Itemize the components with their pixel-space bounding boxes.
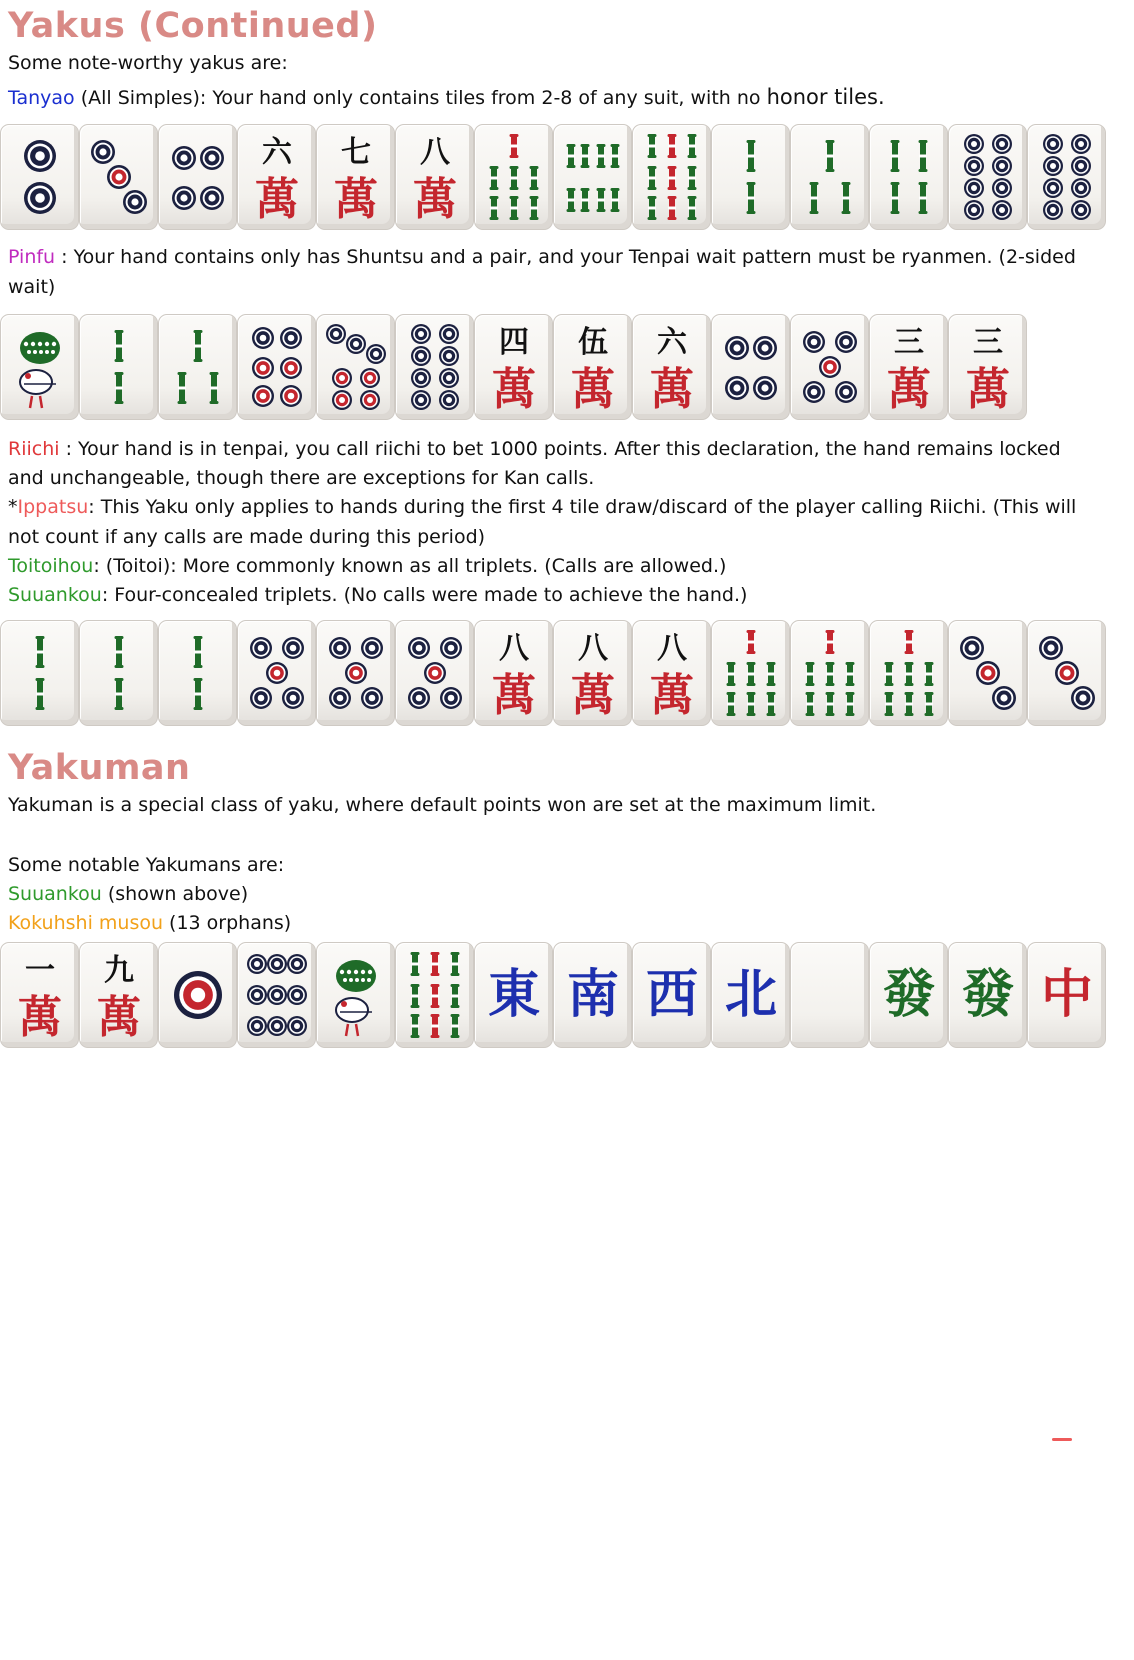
tile-1-man bbox=[0, 942, 79, 1048]
tile-9-sou bbox=[632, 124, 711, 230]
tile-7-sou bbox=[711, 620, 790, 726]
tile-4-pin bbox=[158, 124, 237, 230]
tile-8-sou bbox=[553, 124, 632, 230]
svg-text:萬: 萬 bbox=[491, 670, 536, 721]
tile-5-pin bbox=[237, 620, 316, 726]
tanyao-paragraph bbox=[8, 82, 885, 114]
tile-1-sou bbox=[316, 942, 395, 1048]
svg-text:西: 西 bbox=[645, 964, 698, 1025]
svg-text:萬: 萬 bbox=[333, 174, 378, 225]
svg-text:伍: 伍 bbox=[577, 325, 608, 360]
svg-text:萬: 萬 bbox=[570, 670, 615, 721]
tile-3-pin bbox=[948, 620, 1027, 726]
tile-row-suuankou bbox=[0, 620, 1106, 726]
tile-7-pin bbox=[316, 314, 395, 420]
riichi-desc-line2: and unchangeable, though there are exceptions for Kan calls. bbox=[8, 467, 595, 489]
riichi-name: Riichi bbox=[8, 438, 60, 460]
tile-row-tanyao bbox=[0, 124, 1106, 230]
svg-text:七: 七 bbox=[340, 135, 371, 170]
tile-5-pin bbox=[395, 620, 474, 726]
svg-text:萬: 萬 bbox=[412, 174, 457, 225]
tanyao-honor: honor tiles. bbox=[766, 85, 885, 109]
tile-4-sou bbox=[869, 124, 948, 230]
tile-2-sou bbox=[79, 314, 158, 420]
ippatsu-desc: : This Yaku only applies to hands during the first 4 tile draw/discard of the player calling Riichi. (This will bbox=[88, 496, 1077, 518]
tile-8-man bbox=[553, 620, 632, 726]
tile-2-sou bbox=[711, 124, 790, 230]
yakuman-kokushi bbox=[8, 908, 291, 939]
tile-7-sou bbox=[869, 620, 948, 726]
tile-1-pin bbox=[158, 942, 237, 1048]
kokushi-note: (13 orphans) bbox=[163, 912, 292, 934]
svg-text:北: 北 bbox=[724, 964, 777, 1025]
tile-4-pin bbox=[711, 314, 790, 420]
svg-text:東: 東 bbox=[487, 964, 540, 1025]
tile-3-pin bbox=[1027, 620, 1106, 726]
svg-text:六: 六 bbox=[261, 135, 292, 170]
pinfu-name: Pinfu bbox=[8, 246, 56, 268]
tile-green bbox=[948, 942, 1027, 1048]
pinfu-paragraph bbox=[8, 242, 1076, 273]
tile-white bbox=[790, 942, 869, 1048]
tile-row-pinfu bbox=[0, 314, 1027, 420]
tanyao-desc: (All Simples): Your hand only contains tiles from 2-8 of any suit, with no bbox=[74, 87, 767, 109]
tile-9-man bbox=[79, 942, 158, 1048]
tile-8-man bbox=[395, 124, 474, 230]
ippatsu-paragraph bbox=[8, 492, 1076, 523]
svg-text:萬: 萬 bbox=[491, 364, 536, 415]
tile-3-pin bbox=[79, 124, 158, 230]
tile-3-sou bbox=[790, 124, 869, 230]
toitoihou-desc: : (Toitoi): More commonly known as all triplets. (Calls are allowed.) bbox=[93, 555, 727, 577]
pinfu-desc-line2: wait) bbox=[8, 276, 56, 298]
kokushi-name: Kokuhshi musou bbox=[8, 912, 164, 934]
tile-6-man bbox=[632, 314, 711, 420]
tile-7-sou bbox=[474, 124, 553, 230]
tile-8-pin bbox=[1027, 124, 1106, 230]
tile-3-man bbox=[869, 314, 948, 420]
page-title: Yakus (Continued) bbox=[8, 6, 378, 46]
tile-south bbox=[553, 942, 632, 1048]
tile-8-pin bbox=[395, 314, 474, 420]
tile-9-sou bbox=[395, 942, 474, 1048]
tile-8-man bbox=[632, 620, 711, 726]
tile-6-man bbox=[237, 124, 316, 230]
svg-text:中: 中 bbox=[1040, 964, 1093, 1025]
toitoihou-name: Toitoihou bbox=[8, 555, 94, 577]
yakuman-notable: Some notable Yakumans are: bbox=[8, 854, 285, 876]
tile-1-sou bbox=[0, 314, 79, 420]
tanyao-name: Tanyao bbox=[8, 87, 75, 109]
svg-text:九: 九 bbox=[103, 953, 134, 988]
svg-text:六: 六 bbox=[656, 325, 687, 360]
svg-text:萬: 萬 bbox=[886, 364, 931, 415]
svg-text:發: 發 bbox=[961, 964, 1014, 1025]
pinfu-desc: : Your hand contains only has Shuntsu and a pair, and your Tenpai wait pattern must be ryanmen. (2-sided bbox=[55, 246, 1076, 268]
tile-2-pin bbox=[0, 124, 79, 230]
ippatsu-name: Ippatsu bbox=[17, 496, 89, 518]
svg-text:八: 八 bbox=[419, 135, 450, 170]
tile-8-pin bbox=[948, 124, 1027, 230]
tile-red bbox=[1027, 942, 1106, 1048]
svg-text:萬: 萬 bbox=[254, 174, 299, 225]
ippatsu-desc-line2: not count if any calls are made during this period) bbox=[8, 526, 486, 548]
suuankou-paragraph bbox=[8, 580, 747, 611]
tile-2-sou bbox=[79, 620, 158, 726]
svg-text:三: 三 bbox=[972, 325, 1003, 360]
riichi-paragraph bbox=[8, 434, 1061, 465]
svg-text:萬: 萬 bbox=[570, 364, 615, 415]
svg-text:八: 八 bbox=[577, 631, 608, 666]
ippatsu-prefix: * bbox=[8, 496, 18, 518]
toitoihou-paragraph bbox=[8, 551, 726, 582]
svg-text:南: 南 bbox=[566, 964, 619, 1025]
tile-2-sou bbox=[158, 620, 237, 726]
yakuman-suuankou-note: (shown above) bbox=[101, 883, 249, 905]
tile-east bbox=[474, 942, 553, 1048]
tile-9-pin bbox=[237, 942, 316, 1048]
tile-4-man bbox=[474, 314, 553, 420]
tile-8-man bbox=[474, 620, 553, 726]
yakuman-heading: Yakuman bbox=[8, 748, 191, 788]
svg-text:一: 一 bbox=[24, 953, 55, 988]
svg-text:萬: 萬 bbox=[649, 670, 694, 721]
tile-6-pin bbox=[237, 314, 316, 420]
svg-text:萬: 萬 bbox=[965, 364, 1010, 415]
yakuman-intro: Yakuman is a special class of yaku, where default points won are set at the maximum limit. bbox=[8, 794, 877, 816]
tile-green bbox=[869, 942, 948, 1048]
svg-text:八: 八 bbox=[498, 631, 529, 666]
tile-7-sou bbox=[790, 620, 869, 726]
suuankou-name: Suuankou bbox=[8, 584, 102, 606]
tile-5-pin bbox=[316, 620, 395, 726]
tile-row-kokushi bbox=[0, 942, 1106, 1048]
tile-west bbox=[632, 942, 711, 1048]
tile-7-man bbox=[316, 124, 395, 230]
tile-3-man bbox=[948, 314, 1027, 420]
yakuman-suuankou-name: Suuankou bbox=[8, 883, 102, 905]
svg-text:萬: 萬 bbox=[17, 992, 62, 1043]
tile-5-man bbox=[553, 314, 632, 420]
svg-text:四: 四 bbox=[498, 325, 529, 360]
yakus-intro: Some note-worthy yakus are: bbox=[8, 52, 288, 74]
tile-north bbox=[711, 942, 790, 1048]
svg-text:八: 八 bbox=[656, 631, 687, 666]
tile-5-pin bbox=[790, 314, 869, 420]
yakuman-suuankou bbox=[8, 879, 248, 910]
tile-3-sou bbox=[158, 314, 237, 420]
tile-2-sou bbox=[0, 620, 79, 726]
svg-text:三: 三 bbox=[893, 325, 924, 360]
suuankou-desc: : Four-concealed triplets. (No calls were made to achieve the hand.) bbox=[101, 584, 748, 606]
svg-text:萬: 萬 bbox=[96, 992, 141, 1043]
svg-text:萬: 萬 bbox=[649, 364, 694, 415]
svg-text:發: 發 bbox=[882, 964, 935, 1025]
edge-mark bbox=[1052, 1438, 1072, 1441]
riichi-desc: : Your hand is in tenpai, you call riichi to bet 1000 points. After this declaration, the hand remains locked bbox=[59, 438, 1061, 460]
